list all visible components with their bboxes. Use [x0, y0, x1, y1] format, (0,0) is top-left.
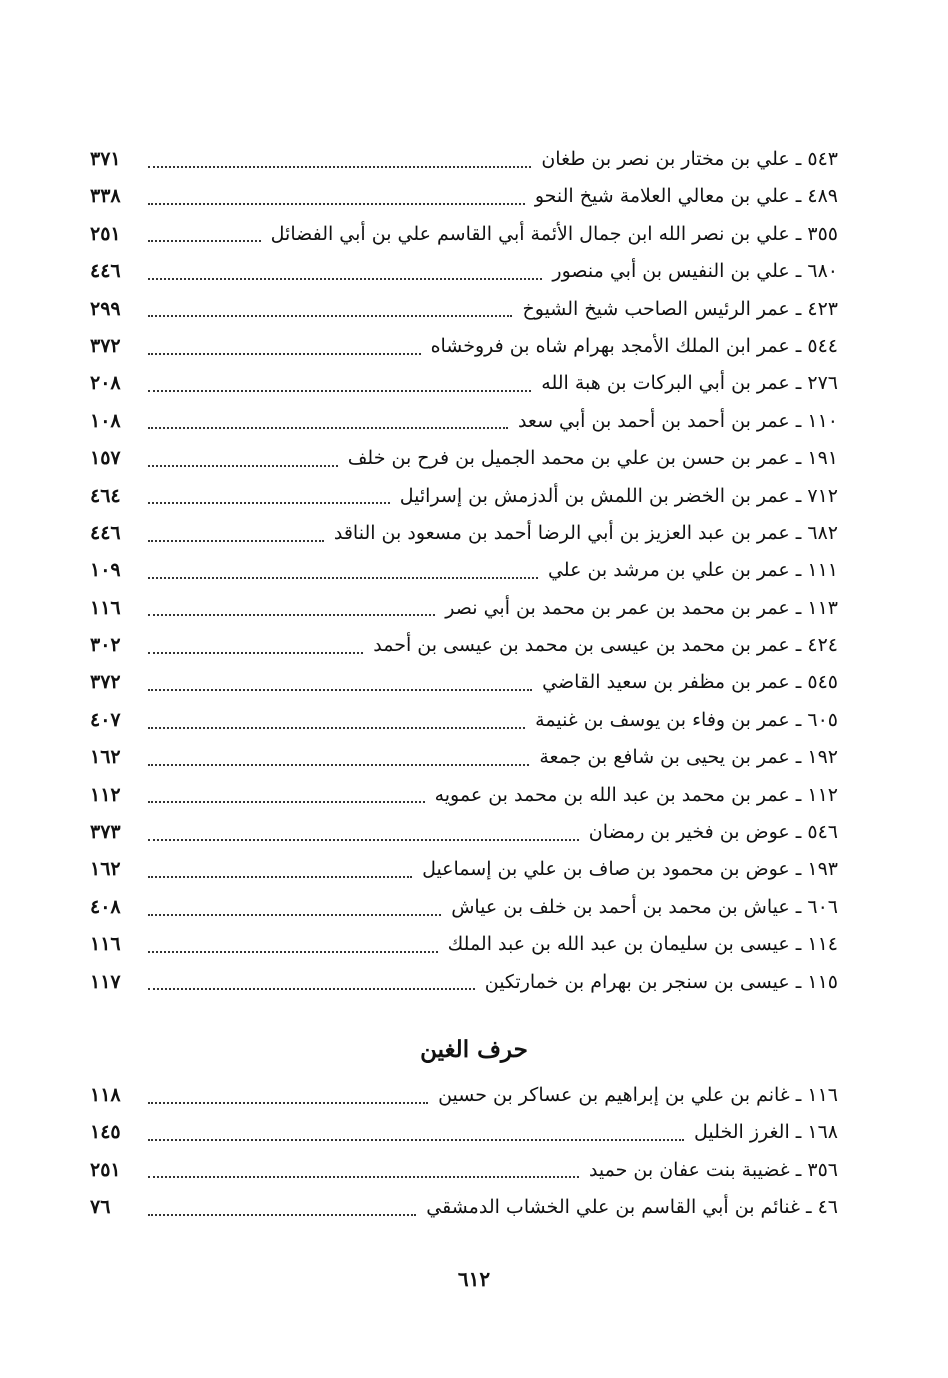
index-entry — [90, 141, 838, 178]
index-entry — [90, 403, 838, 440]
dot-leader — [148, 1102, 428, 1104]
entry-title: ١٩١ ـ عمر بن حسن بن علي بن محمد الجميل بن فرح بن خلف — [347, 447, 838, 470]
dot-leader — [148, 577, 538, 579]
index-entry — [90, 814, 838, 851]
entry-title: ٦٠٦ ـ عياش بن محمد بن أحمد بن خلف بن عياش — [451, 895, 838, 918]
index-entry — [90, 216, 838, 253]
entry-page-number: ٣٣٨ — [90, 185, 121, 208]
entry-page-number: ٤٤٦ — [90, 521, 121, 544]
entry-page-number: ٣٧٢ — [90, 334, 121, 357]
entry-title: ٦٠٥ ـ عمر بن وفاء بن يوسف بن غنيمة — [535, 708, 838, 731]
entry-title: ٤٢٣ ـ عمر الرئيس الصاحب شيخ الشيوخ — [522, 297, 838, 320]
entry-page-number: ١١٢ — [90, 783, 121, 806]
dot-leader — [148, 315, 512, 317]
entry-page-number: ٤٠٨ — [90, 895, 121, 918]
dot-leader — [148, 203, 525, 205]
entry-title: ١٩٣ ـ عوض بن محمود بن صاف بن علي بن إسماعيل — [422, 858, 838, 881]
entry-page-number: ٢٥١ — [90, 1158, 121, 1181]
index-entry — [90, 440, 838, 477]
dot-leader — [148, 839, 579, 841]
entry-title: ١١٦ ـ غانم بن علي بن إبراهيم بن عساكر بن حسين — [438, 1084, 838, 1106]
index-entry — [90, 702, 838, 739]
entry-title: ١١١ ـ عمر بن علي بن مرشد بن علي — [547, 559, 838, 582]
entry-title: ٤٦ ـ غنائم بن أبي القاسم بن علي الخشاب الدمشقي — [426, 1196, 838, 1219]
entry-page-number: ١٦٢ — [90, 746, 121, 769]
index-entry — [90, 515, 838, 552]
entry-title: ١١٢ ـ عمر بن محمد بن عبد الله بن محمد بن عمويه — [434, 783, 838, 806]
entry-page-number: ١١٨ — [90, 1084, 121, 1106]
dot-leader — [148, 764, 529, 766]
entry-title: ٤٨٩ ـ علي بن معالي العلامة شيخ النحو — [534, 185, 838, 208]
entry-title: ٦٨٢ ـ عمر بن عبد العزيز بن أبي الرضا أحمد بن مسعود بن الناقد — [333, 521, 838, 544]
dot-leader — [148, 951, 438, 953]
index-entry — [90, 478, 838, 515]
entry-page-number: ١٠٩ — [90, 559, 121, 582]
index-entry — [90, 1077, 838, 1114]
entry-page-number: ١٦٢ — [90, 858, 121, 881]
index-entries-ain — [90, 141, 838, 1001]
entry-page-number: ٤٠٧ — [90, 708, 121, 731]
dot-leader — [148, 914, 441, 916]
dot-leader — [148, 390, 531, 392]
dot-leader — [148, 353, 421, 355]
entry-title: ٦٨٠ ـ علي بن النفيس بن أبي منصور — [552, 260, 838, 283]
index-entry — [90, 851, 838, 888]
index-entry — [90, 1114, 838, 1151]
entry-page-number: ٤٤٦ — [90, 260, 121, 283]
entry-title: ٥٤٣ ـ علي بن مختار بن نصر بن طغان — [541, 148, 838, 170]
dot-leader — [148, 1214, 416, 1216]
entry-title: ١٩٢ ـ عمر بن يحيى بن شافع بن جمعة — [539, 746, 838, 769]
index-entry — [90, 627, 838, 664]
entry-page-number: ٣٧٢ — [90, 671, 121, 694]
dot-leader — [148, 278, 542, 280]
entry-page-number: ١١٧ — [90, 970, 121, 993]
section-heading: حرف الغين — [420, 1036, 528, 1063]
page-number: ٦١٢ — [457, 1267, 491, 1291]
dot-leader — [148, 614, 435, 616]
dot-leader — [148, 240, 261, 242]
dot-leader — [148, 502, 390, 504]
entry-page-number: ٢٥١ — [90, 222, 121, 245]
index-entries-ghain — [90, 1077, 838, 1227]
index-entry — [90, 178, 838, 215]
index-entry — [90, 889, 838, 926]
index-entry — [90, 739, 838, 776]
index-entry — [90, 964, 838, 1001]
entry-page-number: ٤٦٤ — [90, 484, 121, 507]
entry-title: ٥٤٤ ـ عمر ابن الملك الأمجد بهرام شاه بن فروخشاه — [430, 334, 838, 357]
index-entry — [90, 664, 838, 701]
entry-title: ١١٠ ـ عمر بن أحمد بن أحمد بن أبي سعد — [517, 409, 838, 432]
entry-title: ٤٢٤ ـ عمر بن محمد بن عيسى بن محمد بن عيسى بن أحمد — [373, 634, 838, 657]
dot-leader — [148, 988, 475, 990]
entry-title: ٥٤٥ ـ عمر بن مظفر بن سعيد القاضي — [542, 671, 838, 694]
entry-title: ١١٤ ـ عيسى بن سليمان بن عبد الله بن عبد الملك — [447, 933, 838, 956]
index-entry — [90, 291, 838, 328]
dot-leader — [148, 801, 425, 803]
entry-title: ١١٣ ـ عمر بن محمد بن عمر بن محمد بن أبي نصر — [445, 596, 838, 619]
dot-leader — [148, 1176, 579, 1178]
entry-page-number: ٣٠٢ — [90, 634, 121, 657]
dot-leader — [148, 876, 412, 878]
dot-leader — [148, 465, 338, 467]
dot-leader — [148, 540, 324, 542]
dot-leader — [148, 689, 532, 691]
entry-page-number: ٢٩٩ — [90, 297, 121, 320]
dot-leader — [148, 1139, 684, 1141]
index-entry — [90, 552, 838, 589]
entry-page-number: ١٠٨ — [90, 409, 121, 432]
entry-page-number: ١٤٥ — [90, 1121, 121, 1144]
entry-title: ٢٧٦ ـ عمر بن أبي البركات بن هبة الله — [541, 372, 838, 395]
dot-leader — [148, 427, 508, 429]
index-entry — [90, 1152, 838, 1189]
index-entry — [90, 328, 838, 365]
index-entry — [90, 590, 838, 627]
index-entry — [90, 1189, 838, 1226]
index-entry — [90, 926, 838, 963]
index-entry — [90, 365, 838, 402]
index-entry — [90, 777, 838, 814]
entry-page-number: ٧٦ — [90, 1196, 111, 1219]
entry-title: ٣٥٥ ـ علي بن نصر الله ابن جمال الأئمة أبي القاسم علي بن أبي الفضائل — [270, 222, 838, 245]
index-entry — [90, 253, 838, 290]
entry-title: ٥٤٦ ـ عوض بن فخير بن رمضان — [588, 821, 838, 844]
entry-title: ٧١٢ ـ عمر بن الخضر بن اللمش بن ألدزمش بن إسرائيل — [399, 484, 838, 507]
dot-leader — [148, 727, 525, 729]
entry-page-number: ١٥٧ — [90, 447, 121, 470]
entry-page-number: ٢٠٨ — [90, 372, 121, 395]
entry-page-number: ٣٧١ — [90, 148, 121, 170]
dot-leader — [148, 166, 531, 168]
dot-leader — [148, 652, 363, 654]
entry-title: ١٦٨ ـ الغرز الخليل — [694, 1121, 838, 1144]
entry-title: ١١٥ ـ عيسى بن سنجر بن بهرام بن خمارتكين — [484, 970, 838, 993]
entry-page-number: ١١٦ — [90, 933, 121, 956]
entry-page-number: ١١٦ — [90, 596, 121, 619]
entry-page-number: ٣٧٣ — [90, 821, 121, 844]
entry-title: ٣٥٦ ـ غضيبة بنت عفان بن حميد — [588, 1158, 838, 1181]
